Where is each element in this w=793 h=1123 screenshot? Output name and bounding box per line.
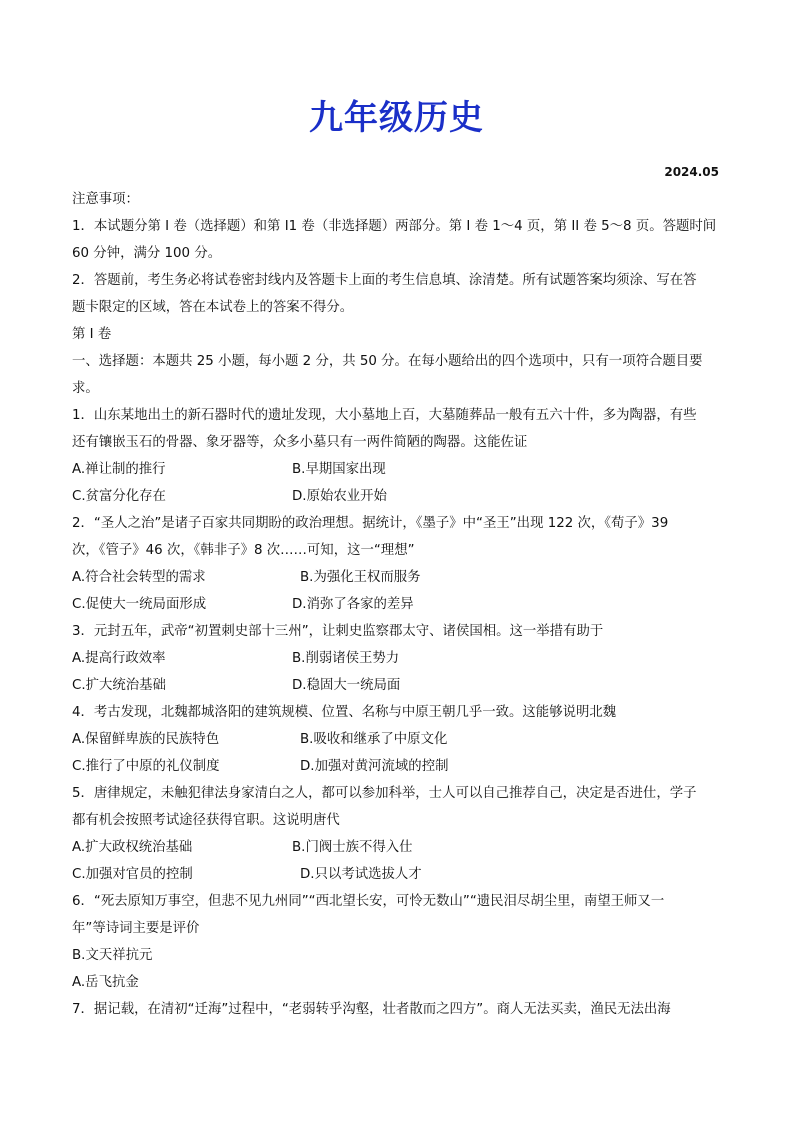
question-3-option-d: D.稳固大一统局面 <box>292 678 401 693</box>
question-2-option-c: C.促使大一统局面形成 <box>72 597 207 612</box>
page-title: 九年级历史 <box>309 98 484 138</box>
exam-body <box>72 186 720 1023</box>
section-instruction-line-1: 一、选择题：本题共 25 小题，每小题 2 分，共 50 分。在每小题给出的四个选项中，只有一项符合题目要 <box>72 354 703 369</box>
question-5-option-c: C.加强对官员的控制 <box>72 867 193 882</box>
question-4-option-a: A.保留鲜卑族的民族特色 <box>72 732 220 747</box>
question-3-options-row-2 <box>72 672 720 699</box>
question-1-option-a: A.禅让制的推行 <box>72 462 166 477</box>
question-2-options-row-2 <box>72 591 720 618</box>
question-4-option-c: C.推行了中原的礼仪制度 <box>72 759 220 774</box>
question-4-options-row-1 <box>72 726 720 753</box>
question-3-option-a: A.提高行政效率 <box>72 651 166 666</box>
question-3-stem-line-1: 3．元封五年，武帝“初置刺史部十三州”，让刺史监察郡太守、诸侯国相。这一举措有助于 <box>72 624 604 639</box>
question-7-stem-line-1: 7．据记载，在清初“迁海”过程中，“老弱转乎沟壑，壮者散而之四方”。商人无法买卖，渔民无法出海 <box>72 1002 671 1017</box>
notice-item-1-line-2: 60 分钟，满分 100 分。 <box>72 246 222 261</box>
question-5-stem-line-2: 都有机会按照考试途径获得官职。这说明唐代 <box>72 813 340 828</box>
notice-item-1-line-1: 1．本试题分第 I 卷（选择题）和第 I1 卷（非选择题）两部分。第 I 卷 1～4 页，第 II 卷 5～8 页。答题时间 <box>72 219 717 234</box>
question-5-options-row-2 <box>72 861 720 888</box>
notice-item-2-line-1: 2．答题前，考生务必将试卷密封线内及答题卡上面的考生信息填、涂清楚。所有试题答案均须涂、写在答 <box>72 273 697 288</box>
question-1-stem-line-2: 还有镶嵌玉石的骨器、象牙器等，众多小墓只有一两件简陋的陶器。这能佐证 <box>72 435 528 450</box>
question-1-option-c: C.贫富分化存在 <box>72 489 166 504</box>
question-3-option-b: B.削弱诸侯王势力 <box>292 651 400 666</box>
question-5-stem-line-1: 5．唐律规定，未触犯律法身家清白之人，都可以参加科举，士人可以自己推荐自己，决定是否进仕，学子 <box>72 786 697 801</box>
volume-label: 第 I 卷 <box>72 327 112 342</box>
question-6-stem-line-2: 年”等诗词主要是评价 <box>72 921 200 936</box>
question-3-option-c: C.扩大统治基础 <box>72 678 166 693</box>
question-6-stem-line-1: 6．“死去原知万事空，但悲不见九州同”“西北望长安，可怜无数山”“遗民泪尽胡尘里，南望王师又一 <box>72 894 665 909</box>
question-4-option-b: B.吸收和继承了中原文化 <box>300 732 448 747</box>
question-1-option-b: B.早期国家出现 <box>292 462 386 477</box>
notice-heading: 注意事项： <box>72 192 139 207</box>
question-2-options-row-1 <box>72 564 720 591</box>
question-2-option-d: D.消弥了各家的差异 <box>292 597 414 612</box>
question-6-option-b: B.文天祥抗元 <box>72 948 153 963</box>
question-5-option-b: B.门阀士族不得入仕 <box>292 840 413 855</box>
exam-date: 2024.05 <box>664 165 719 179</box>
question-1-options-row-2 <box>72 483 720 510</box>
question-2-option-b: B.为强化王权而服务 <box>300 570 421 585</box>
question-2-stem-line-1: 2．“圣人之治”是诸子百家共同期盼的政治理想。据统计，《墨子》中“圣王”出现 122 次，《荀子》39 <box>72 516 669 531</box>
question-4-option-d: D.加强对黄河流域的控制 <box>300 759 449 774</box>
question-1-option-d: D.原始农业开始 <box>292 489 387 504</box>
question-5-option-d: D.只以考试选拔人才 <box>300 867 422 882</box>
question-2-option-a: A.符合社会转型的需求 <box>72 570 206 585</box>
question-4-options-row-2 <box>72 753 720 780</box>
notice-item-2-line-2: 题卡限定的区域，答在本试卷上的答案不得分。 <box>72 300 354 315</box>
question-5-option-a: A.扩大政权统治基础 <box>72 840 193 855</box>
question-1-stem-line-1: 1．山东某地出土的新石器时代的遗址发现，大小墓地上百，大墓随葬品一般有五六十件，多为陶器，有些 <box>72 408 697 423</box>
question-6-option-a: A.岳飞抗金 <box>72 975 139 990</box>
section-instruction-line-2: 求。 <box>72 381 99 396</box>
question-3-options-row-1 <box>72 645 720 672</box>
question-2-stem-line-2: 次，《管子》46 次，《韩非子》8 次……可知，这一“理想” <box>72 543 415 558</box>
question-1-options-row-1 <box>72 456 720 483</box>
question-4-stem-line-1: 4．考古发现，北魏都城洛阳的建筑规模、位置、名称与中原王朝几乎一致。这能够说明北魏 <box>72 705 617 720</box>
question-5-options-row-1 <box>72 834 720 861</box>
